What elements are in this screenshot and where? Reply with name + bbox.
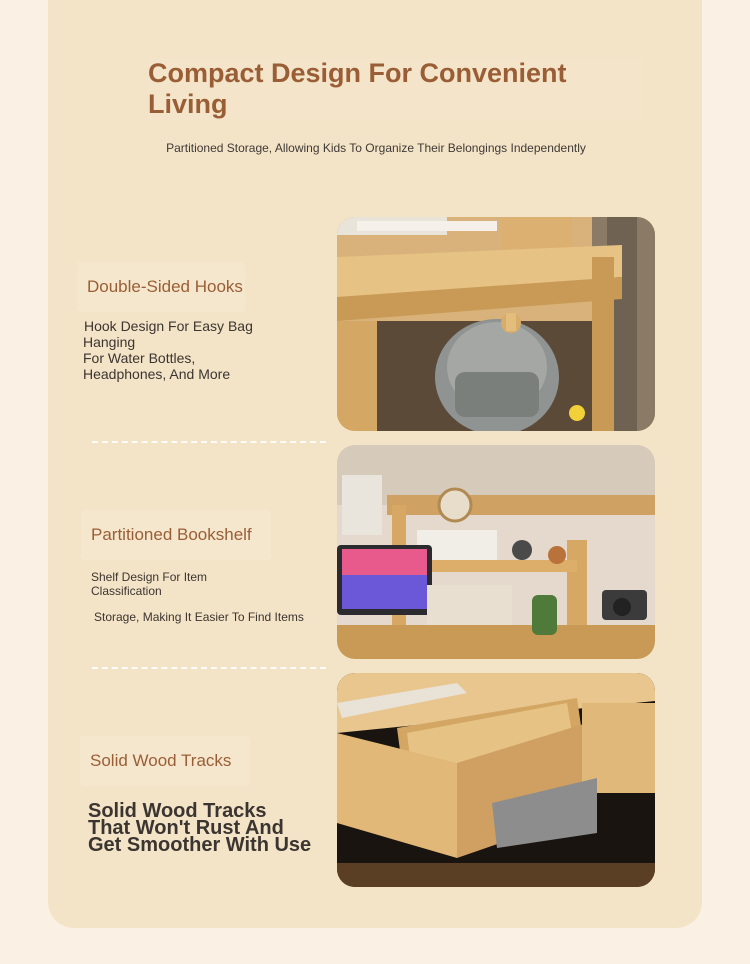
feature-label-hooks: Double-Sided Hooks bbox=[77, 262, 245, 312]
feature-label-tracks: Solid Wood Tracks bbox=[80, 736, 250, 786]
desc-line: Shelf Design For Item bbox=[91, 570, 208, 584]
feature-desc-tracks bbox=[88, 800, 328, 856]
photo-bookshelf bbox=[337, 445, 655, 659]
desc-line: Solid Wood Tracks bbox=[88, 800, 267, 822]
page-subtitle: Partitioned Storage, Allowing Kids To Organize Their Belongings Independently bbox=[166, 141, 586, 155]
section-divider bbox=[92, 441, 326, 443]
desc-line: For Water Bottles, bbox=[83, 350, 196, 366]
desc-line: Storage, Making It Easier To Find Items bbox=[94, 610, 304, 624]
desc-line: Get Smoother With Use bbox=[88, 834, 312, 856]
photo-drawer bbox=[337, 673, 655, 887]
section-divider bbox=[92, 667, 326, 669]
feature-desc-bookshelf bbox=[91, 570, 331, 624]
desc-line: Headphones, And More bbox=[83, 366, 231, 382]
feature-label-bookshelf: Partitioned Bookshelf bbox=[81, 510, 271, 560]
desc-line: Hook Design For Easy Bag bbox=[84, 318, 253, 334]
desc-line: Hanging bbox=[83, 334, 136, 350]
page-title: Compact Design For Convenient Living bbox=[148, 58, 642, 120]
bookshelf-illustration bbox=[337, 445, 655, 659]
desc-line: Classification bbox=[91, 584, 162, 598]
drawer-illustration bbox=[337, 673, 655, 887]
desc-line: That Won't Rust And bbox=[88, 817, 284, 839]
photo-desk-hook bbox=[337, 217, 655, 431]
feature-desc-hooks bbox=[84, 318, 284, 382]
desk-hook-illustration bbox=[337, 217, 655, 431]
